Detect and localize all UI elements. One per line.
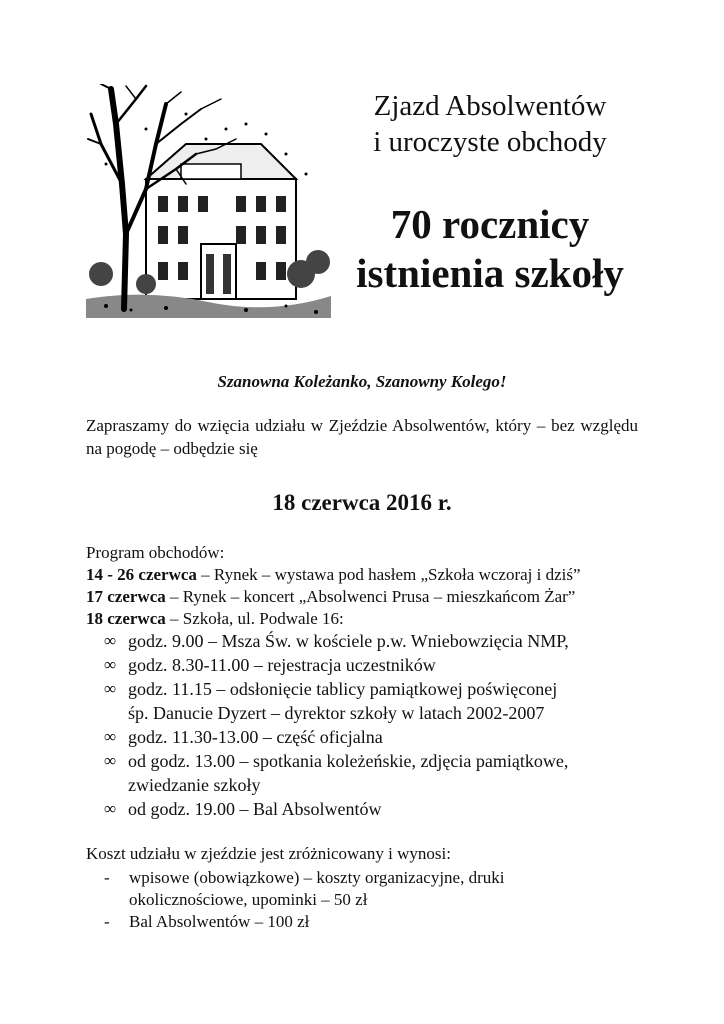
event-text: godz. 11.30-13.00 – część oficjalna bbox=[128, 727, 383, 747]
event-text: godz. 11.15 – odsłonięcie tablicy pamiątkowej poświęconej bbox=[128, 679, 558, 699]
list-item bbox=[104, 725, 644, 749]
cost-text: Bal Absolwentów – 100 zł bbox=[129, 912, 310, 931]
title-line1: 70 rocznicy bbox=[390, 201, 590, 247]
event-date: 18 czerwca 2016 r. bbox=[272, 490, 452, 515]
intro-paragraph: Zapraszamy do wzięcia udziału w Zjeździe Absolwentów, który – bez względu na pogodę – odbędzie się bbox=[86, 416, 638, 458]
infinity-bullet-icon: ∞ bbox=[104, 655, 117, 674]
cost-section bbox=[86, 843, 646, 933]
program-heading: Program obchodów: bbox=[86, 543, 225, 562]
title-line2: istnienia szkoły bbox=[356, 250, 624, 296]
program-line bbox=[86, 608, 646, 630]
infinity-bullet-icon: ∞ bbox=[104, 631, 117, 650]
list-item bbox=[104, 797, 644, 821]
cost-text-continued: okolicznościowe, upominki – 50 zł bbox=[129, 890, 368, 909]
program-line-date: 14 - 26 czerwca bbox=[86, 565, 197, 584]
event-text: od godz. 19.00 – Bal Absolwentów bbox=[128, 799, 382, 819]
event-text: od godz. 13.00 – spotkania koleżeńskie, zdjęcia pamiątkowe, bbox=[128, 751, 569, 771]
event-text-continued: zwiedzanie szkoły bbox=[128, 775, 261, 795]
subtitle-line1: Zjazd Absolwentów bbox=[373, 90, 607, 122]
cost-heading: Koszt udziału w zjeździe jest zróżnicowany i wynosi: bbox=[86, 844, 451, 863]
list-item bbox=[86, 911, 646, 933]
dash-bullet-icon: - bbox=[104, 912, 110, 931]
program-section bbox=[86, 542, 646, 630]
infinity-bullet-icon: ∞ bbox=[104, 727, 117, 746]
infinity-bullet-icon: ∞ bbox=[104, 751, 117, 770]
dash-bullet-icon: - bbox=[104, 868, 110, 887]
infinity-bullet-icon: ∞ bbox=[104, 679, 117, 698]
cost-text: wpisowe (obowiązkowe) – koszty organizacyjne, druki bbox=[129, 868, 505, 887]
school-building-drawing-icon bbox=[86, 84, 331, 318]
program-line-text: – Szkoła, ul. Podwale 16: bbox=[165, 609, 344, 628]
event-text: godz. 8.30-11.00 – rejestracja uczestników bbox=[128, 655, 436, 675]
list-item bbox=[104, 653, 644, 677]
program-line-date: 18 czerwca bbox=[86, 609, 166, 628]
list-item bbox=[104, 677, 644, 725]
event-text: godz. 9.00 – Msza Św. w kościele p.w. Wniebowzięcia NMP, bbox=[128, 631, 569, 651]
list-item bbox=[104, 629, 644, 653]
program-line-date: 17 czerwca bbox=[86, 587, 166, 606]
subtitle-line2: i uroczyste obchody bbox=[373, 126, 607, 158]
program-line-text: – Rynek – wystawa pod hasłem „Szkoła wczoraj i dziś” bbox=[196, 565, 581, 584]
greeting: Szanowna Koleżanko, Szanowny Kolego! bbox=[217, 372, 507, 391]
list-item bbox=[104, 749, 644, 797]
list-item bbox=[86, 867, 646, 911]
event-schedule-list bbox=[104, 629, 644, 821]
event-text-continued: śp. Danucie Dyzert – dyrektor szkoły w latach 2002-2007 bbox=[128, 703, 545, 723]
program-line-text: – Rynek – koncert „Absolwenci Prusa – mieszkańcom Żar” bbox=[165, 587, 576, 606]
infinity-bullet-icon: ∞ bbox=[104, 799, 117, 818]
program-line bbox=[86, 564, 646, 586]
program-line bbox=[86, 586, 646, 608]
